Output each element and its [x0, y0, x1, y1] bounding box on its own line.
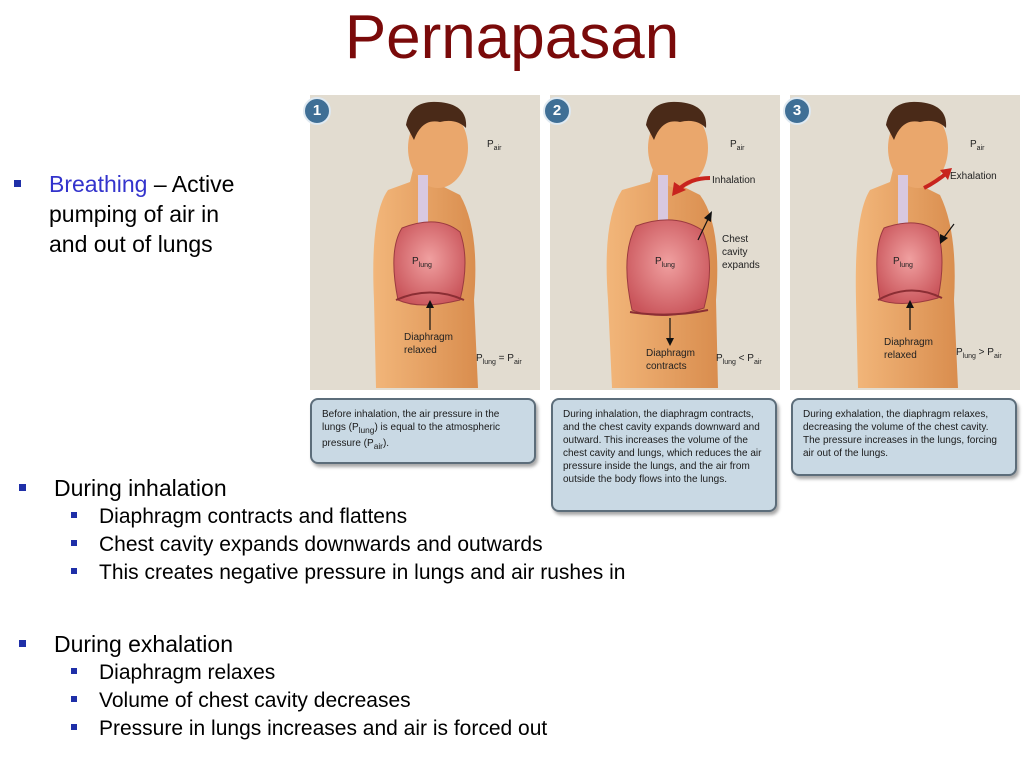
sub-bullet-marker	[71, 512, 77, 518]
sub-bullet-marker	[71, 724, 77, 730]
caption-during-exhalation: During exhalation, the diaphragm relaxes, decreasing the volume of the chest cavity. The pressure increases in the lungs, forcing air out of the lungs.	[791, 398, 1017, 476]
diaphragm-label-2a: Diaphragm	[646, 348, 695, 359]
caption-before-inhalation	[310, 398, 536, 464]
pressure-relation-3: $P_{lung} > P_{air}$	[956, 347, 1002, 360]
diaphragm-label-3b: relaxed	[884, 350, 917, 361]
diaphragm-label-1b: relaxed	[404, 345, 437, 356]
p-air-label-1: $P_{air}$	[487, 139, 502, 152]
chest-label-2b: cavity	[722, 247, 748, 258]
p-lung-label-1: $P_{lung}$	[412, 256, 432, 269]
breathing-term: Breathing	[49, 171, 148, 197]
exhalation-label: Exhalation	[950, 171, 997, 182]
caption-1-line1: Before inhalation, the air pressure in the	[322, 409, 500, 420]
step-badge-2: 2	[543, 97, 571, 125]
pressure-relation-2: $P_{lung} < P_{air}$	[716, 353, 762, 366]
p-air-label-3: $P_{air}$	[970, 139, 985, 152]
p-air-label-2: $P_{air}$	[730, 139, 745, 152]
diaphragm-label-3a: Diaphragm	[884, 337, 933, 348]
inhalation-item-2: Chest cavity expands downwards and outwards	[99, 533, 543, 556]
bullet-marker	[19, 640, 26, 647]
intro-line1-rest: – Active	[147, 171, 235, 197]
inhalation-item-1: Diaphragm contracts and flattens	[99, 505, 408, 528]
exhalation-heading: During exhalation	[54, 631, 234, 657]
inhalation-item-3: This creates negative pressure in lungs and air rushes in	[99, 561, 626, 584]
pressure-relation-1: $P_{lung} = P_{air}$	[476, 353, 522, 366]
caption-1-line3a: pressure (P	[322, 438, 374, 449]
step-badge-3: 3	[783, 97, 811, 125]
inhalation-label: Inhalation	[712, 175, 756, 186]
sub-bullet-marker	[71, 568, 77, 574]
chest-label-2c: expands	[722, 260, 760, 271]
sub-bullet-marker	[71, 668, 77, 674]
diaphragm-label-1a: Diaphragm	[404, 332, 453, 343]
sub-bullet-marker	[71, 696, 77, 702]
intro-line3: and out of lungs	[49, 231, 213, 257]
caption-1-line3-sub: air	[373, 441, 383, 451]
slide-title: Pernapasan	[344, 3, 680, 72]
intro-line2: pumping of air in	[49, 201, 220, 227]
sub-bullet-marker	[71, 540, 77, 546]
caption-1-line2-sub: lung	[358, 425, 375, 435]
caption-1-line3b: ).	[382, 438, 390, 449]
exhalation-item-2: Volume of chest cavity decreases	[99, 689, 411, 712]
step-badge-1: 1	[303, 97, 331, 125]
exhalation-item-1: Diaphragm relaxes	[99, 661, 276, 684]
caption-1-line2b: ) is equal to the atmospheric	[374, 422, 501, 433]
exhalation-item-3: Pressure in lungs increases and air is forced out	[99, 717, 548, 740]
caption-1-line2a: lungs (P	[322, 422, 359, 433]
torso-figure-2	[607, 102, 718, 388]
inhalation-heading: During inhalation	[54, 475, 227, 501]
p-lung-label-3: $P_{lung}$	[893, 256, 913, 269]
caption-during-inhalation: During inhalation, the diaphragm contracts, and the chest cavity expands downward and outward. This increases the volume of the chest cavity and lungs, which reduces the air pressure inside the lungs, and the air from outside the body flows into the lungs.	[551, 398, 777, 512]
bullet-marker	[19, 484, 26, 491]
chest-label-2a: Chest	[722, 234, 749, 245]
diaphragm-label-2b: contracts	[646, 361, 687, 372]
p-lung-label-2: $P_{lung}$	[655, 256, 675, 269]
